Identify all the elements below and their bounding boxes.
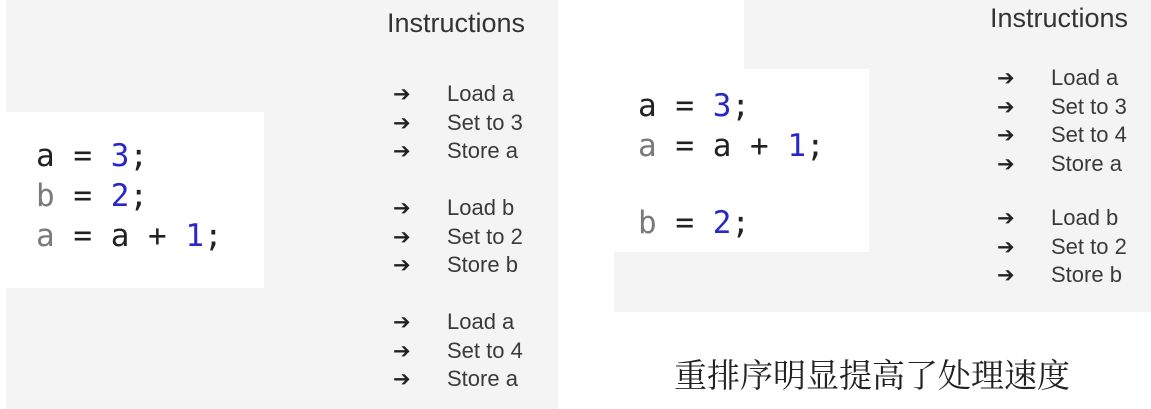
instruction-label: Store b (447, 252, 518, 277)
instruction-item (393, 337, 523, 366)
instruction-item (997, 121, 1127, 150)
arrow-right-icon: ➔ (393, 225, 411, 249)
arrow-right-icon: ➔ (393, 140, 411, 163)
instruction-item (997, 64, 1127, 93)
instruction-label: Set to 4 (447, 337, 523, 363)
instruction-item (393, 251, 523, 280)
instruction-label: Store b (1051, 262, 1122, 287)
right-code-box (614, 69, 869, 252)
code-number: 3 (712, 88, 732, 124)
instruction-item (997, 233, 1127, 262)
instruction-item (997, 150, 1127, 179)
arrow-right-icon: ➔ (997, 152, 1015, 176)
left-instruction-group-1 (393, 80, 523, 166)
code-number: 2 (712, 205, 732, 241)
right-instructions-title: Instructions (990, 3, 1129, 33)
code-line (36, 178, 148, 214)
code-semicolon: ; (129, 138, 149, 174)
instruction-label: Load a (447, 81, 515, 106)
arrow-right-icon: ➔ (997, 124, 1015, 147)
instruction-item (393, 223, 523, 252)
instruction-item (393, 137, 523, 166)
instruction-label: Load a (1051, 65, 1119, 90)
arrow-right-icon: ➔ (393, 368, 411, 391)
arrow-right-icon: ➔ (393, 339, 411, 363)
code-semicolon: ; (806, 128, 825, 164)
code-plus: + (750, 128, 769, 164)
code-var: a (36, 138, 55, 174)
instruction-label: Set to 4 (1051, 122, 1127, 147)
arrow-right-icon: ➔ (997, 95, 1015, 119)
instruction-label: Set to 3 (447, 109, 523, 135)
instruction-item (997, 93, 1127, 122)
arrow-right-icon: ➔ (997, 67, 1015, 90)
code-operator: = (675, 128, 695, 164)
instruction-item (997, 204, 1127, 233)
arrow-right-icon: ➔ (997, 235, 1015, 259)
arrow-right-icon: ➔ (393, 311, 411, 334)
instruction-label: Set to 2 (1051, 233, 1127, 259)
arrow-right-icon: ➔ (997, 264, 1015, 287)
instruction-item (393, 308, 523, 337)
code-var: a (36, 218, 55, 254)
code-line (36, 138, 148, 174)
instruction-item (393, 194, 523, 223)
code-number: 1 (185, 218, 205, 254)
arrow-right-icon: ➔ (393, 197, 411, 220)
code-line (36, 218, 223, 254)
code-operator: = (675, 205, 695, 241)
caption-text: 重排序明显提高了处理速度 (674, 356, 1070, 395)
code-number: 2 (110, 178, 130, 214)
arrow-right-icon: ➔ (393, 111, 411, 135)
instruction-label: Store a (1051, 150, 1122, 176)
code-var: b (36, 178, 55, 214)
right-instruction-group-1 (997, 64, 1127, 178)
code-line (638, 88, 750, 124)
code-expr-var: a (110, 218, 130, 254)
code-semicolon: ; (731, 88, 751, 124)
code-operator: = (73, 138, 93, 174)
code-number: 3 (110, 138, 130, 174)
code-semicolon: ; (129, 178, 149, 214)
instruction-label: Set to 3 (1051, 93, 1127, 119)
code-semicolon: ; (204, 218, 223, 254)
code-operator: = (73, 178, 93, 214)
code-var: b (638, 205, 657, 241)
instruction-item (393, 365, 523, 394)
code-number: 1 (787, 128, 807, 164)
code-expr-var: a (712, 128, 732, 164)
arrow-right-icon: ➔ (393, 254, 411, 277)
code-line (638, 128, 825, 164)
instruction-label: Store a (447, 138, 518, 163)
right-instruction-group-2 (997, 204, 1127, 290)
instruction-label: Load a (447, 309, 515, 334)
code-line (638, 205, 750, 241)
instruction-label: Set to 2 (447, 223, 523, 249)
arrow-right-icon: ➔ (997, 207, 1015, 230)
instruction-item (997, 261, 1127, 290)
code-var: a (638, 128, 657, 164)
arrow-right-icon: ➔ (393, 83, 411, 106)
right-top-blank (614, 0, 744, 69)
left-instruction-group-2 (393, 194, 523, 280)
code-var: a (638, 88, 657, 124)
code-plus: + (148, 218, 167, 254)
left-instructions-title: Instructions (387, 8, 526, 38)
left-code-box (6, 112, 264, 288)
instruction-label: Store a (447, 366, 518, 391)
instruction-item (393, 109, 523, 138)
instruction-item (393, 80, 523, 109)
code-semicolon: ; (731, 205, 751, 241)
left-instruction-group-3 (393, 308, 523, 394)
instruction-label: Load b (447, 195, 515, 220)
code-operator: = (73, 218, 93, 254)
code-operator: = (675, 88, 695, 124)
instruction-label: Load b (1051, 205, 1119, 230)
